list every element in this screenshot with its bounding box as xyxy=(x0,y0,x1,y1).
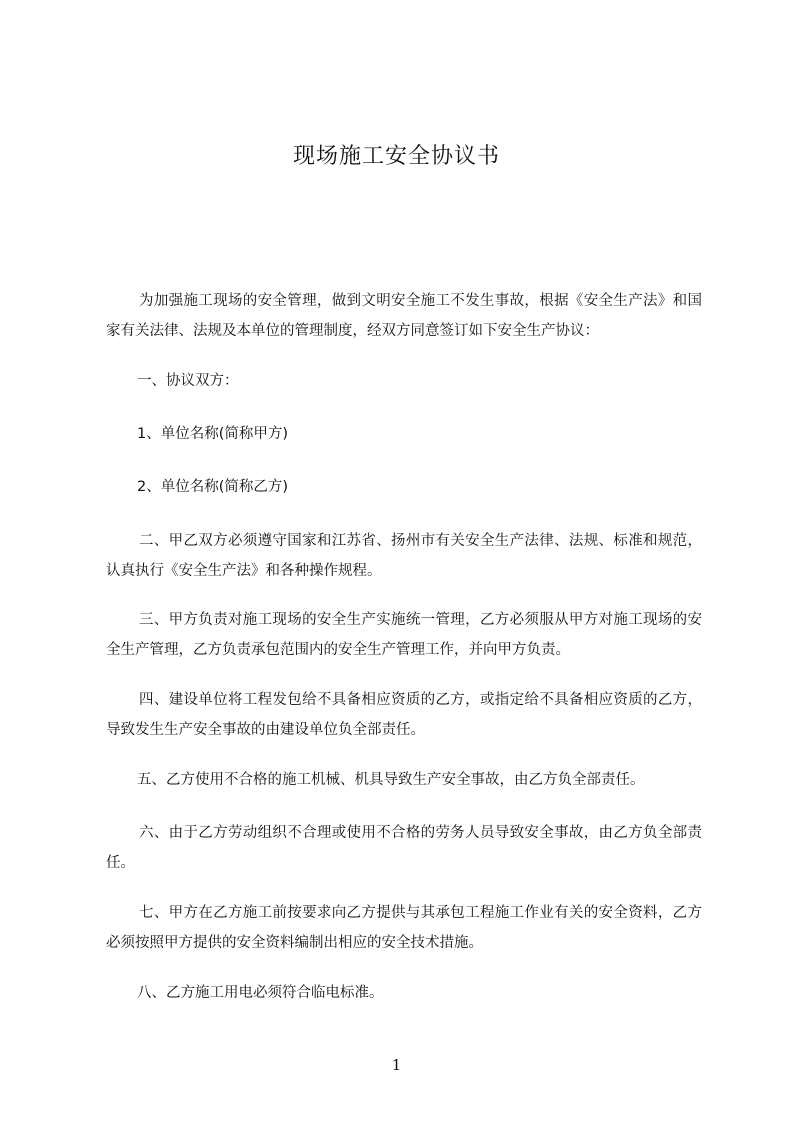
intro-paragraph: 为加强施工现场的安全管理，做到文明安全施工不发生事故，根据《安全生产法》和国家有关法律、法规及本单位的管理制度，经双方同意签订如下安全生产协议： xyxy=(106,293,702,339)
clause-8: 八、乙方施工用电必须符合临电标准。 xyxy=(137,985,384,1001)
document-title: 现场施工安全协议书 xyxy=(292,144,500,169)
page-number: 1 xyxy=(391,1056,402,1074)
clause-2: 二、甲乙双方必须遵守国家和江苏省、扬州市有关安全生产法律、法规、标准和规范，认真执行《安全生产法》和各种操作规程。 xyxy=(106,533,702,579)
clause-5: 五、乙方使用不合格的施工机械、机具导致生产安全事故，由乙方负全部责任。 xyxy=(137,772,645,788)
clause-3: 三、甲方负责对施工现场的安全生产实施统一管理，乙方必须服从甲方对施工现场的安全生产管理，乙方负责承包范围内的安全生产管理工作，并向甲方负责。 xyxy=(106,612,702,658)
section-parties-heading: 一、协议双方： xyxy=(137,373,239,389)
party-b-line: 2、单位名称(简称乙方) xyxy=(137,479,289,495)
party-a-line: 1、单位名称(简称甲方) xyxy=(137,426,289,442)
clause-6: 六、由于乙方劳动组织不合理或使用不合格的劳务人员导致安全事故，由乙方负全部责任。 xyxy=(106,825,702,871)
clause-7: 七、甲方在乙方施工前按要求向乙方提供与其承包工程施工作业有关的安全资料，乙方必须按照甲方提供的安全资料编制出相应的安全技术措施。 xyxy=(106,905,702,951)
clause-4: 四、建设单位将工程发包给不具备相应资质的乙方，或指定给不具备相应资质的乙方，导致发生生产安全事故的由建设单位负全部责任。 xyxy=(106,692,702,738)
